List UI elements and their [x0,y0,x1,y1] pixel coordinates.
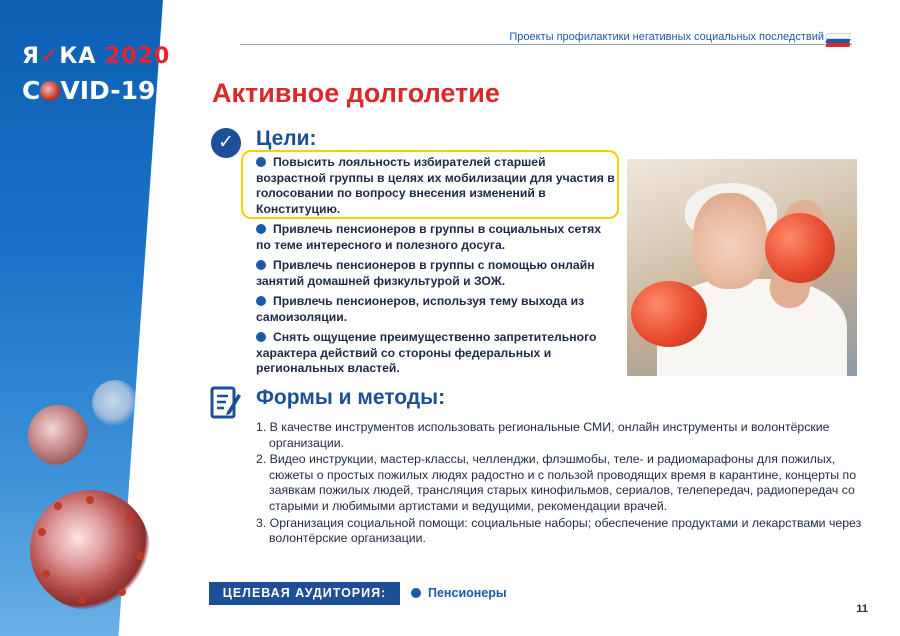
bullet-icon [256,332,266,342]
method-item: 1. В качестве инструментов использовать региональные СМИ, онлайн инструменты и волонтёрские организации. [256,420,830,450]
virus-spike [38,528,46,536]
logo-suffix: КА [59,44,97,69]
goal-item [256,330,616,377]
bullet-icon [256,260,266,270]
virus-spike [136,552,144,560]
virus-spike [86,496,94,504]
virus-spike [42,570,50,578]
photo-kettlebell-left [631,281,707,347]
goal-item [256,155,616,217]
virus-image-large [30,490,150,610]
methods-title: Формы и методы: [256,386,446,409]
header-title: Проекты профилактики негативных социальных последствий [509,31,824,43]
page-number: 11 [856,603,868,615]
sidebar-banner [0,0,170,636]
bullet-icon [256,224,266,234]
bullet-icon [256,296,266,306]
virus-spike [78,596,86,604]
audience-value-text: Пенсионеры [428,586,507,600]
goals-title: Цели: [256,127,317,150]
goal-item [256,222,616,253]
russian-flag-icon [826,33,850,45]
audience-value [411,586,507,600]
logo-prefix: Я [22,44,40,69]
virus-image-faded [92,380,138,426]
photo-kettlebell-right [765,213,835,283]
page-title: Активное долголетие [212,78,500,108]
logo-covid-prefix: C [22,76,41,105]
logo-checkmark: ✓ [39,44,60,69]
goal-item [256,294,616,325]
bullet-icon [411,588,421,598]
goal-text: Привлечь пенсионеров в группы в социальных сетях по теме интересного и полезного досуга. [256,222,601,252]
audience-label: ЦЕЛЕВАЯ АУДИТОРИЯ: [209,582,400,605]
logo-year: 2020 [105,44,170,69]
logo-covid [22,76,155,105]
methods-list [256,420,862,548]
goal-item [256,258,616,289]
header-divider [240,44,852,45]
goal-text: Привлечь пенсионеров в группы с помощью онлайн занятий домашней физкультурой и ЗОЖ. [256,258,595,288]
virus-spike [126,514,134,522]
flag-stripe-red [825,43,850,47]
method-item: 3. Организация социальной помощи: социальные наборы; обеспечение продуктами и лекарствами через волонтёрские организации. [256,515,862,546]
logo-title [22,44,170,69]
document-edit-icon [210,384,242,420]
virus-spike [54,502,62,510]
photo-face [693,193,767,289]
virus-image-small [28,405,88,465]
elderly-woman-kettlebells-photo [627,159,857,376]
logo-covid-suffix: VID-19 [60,76,156,105]
bullet-icon [256,157,266,167]
goal-text: Привлечь пенсионеров, используя тему выхода из самоизоляции. [256,294,585,324]
goal-text: Повысить лояльность избирателей старшей возрастной группы в целях их мобилизации для участия в голосовании по вопросу внесения изменений в Конституцию. [256,155,615,216]
checkmark-circle-icon: ✓ [211,128,241,158]
virus-o-icon [40,81,60,101]
goal-text: Снять ощущение преимущественно запретительного характера действий со стороны федеральных и региональных властей. [256,330,597,375]
method-item: 2. Видео инструкции, мастер-классы, челленджи, флэшмобы, теле- и радиомарафоны для пожилых, сюжеты о простых пожилых людях радостно и с пользой проводящих время в карантине, концерты по заявкам пожилых людей, трансляция старых кинофильмов, сериалов, телепередач, радиопередач со старыми и любимыми артистами и ведущими, рекомендации врачей. [256,452,857,513]
virus-spike [118,588,126,596]
goals-list [256,155,616,382]
